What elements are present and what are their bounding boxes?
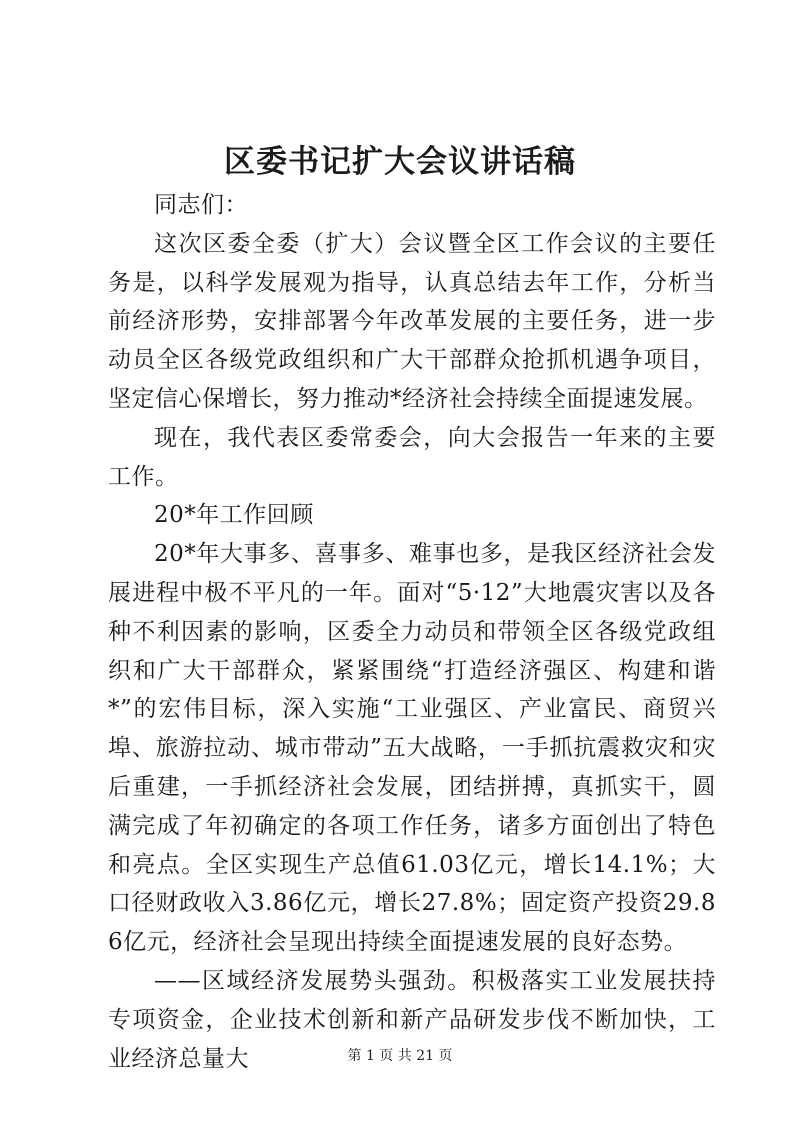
regional-economy-paragraph: ——区域经济发展势头强劲。积极落实工业发展扶持专项资金，企业技术创新和新产品研发步伐不断加快，工业经济总量大 [108, 967, 716, 1072]
salutation-paragraph: 同志们： [154, 192, 248, 218]
meeting-purpose-paragraph: 这次区委全委（扩大）会议暨全区工作会议的主要任务是，以科学发展观为指导，认真总结去年工作，分析当前经济形势，安排部署今年改革发展的主要任务，进一步动员全区各级党政组织和广大干部群众抢抓机遇争项目，坚定信心保增长，努力推动*经济社会持续全面提速发展。 [108, 230, 716, 412]
report-intro-paragraph: 现在，我代表区委常委会，向大会报告一年来的主要工作。 [108, 424, 716, 490]
section-heading: 20*年工作回顾 [154, 502, 314, 529]
page-number-footer: 第 1 页 共 21 页 [347, 1048, 453, 1064]
document-title: 区委书记扩大会议讲话稿 [224, 144, 576, 180]
document-body [108, 186, 716, 1078]
year-review-paragraph: 20*年大事多、喜事多、难事也多，是我区经济社会发展进程中极不平凡的一年。面对“5·12”大地震灾害以及各种不利因素的影响，区委全力动员和带领全区各级党政组织和广大干部群众，紧紧围绕“打造经济强区、构建和谐*”的宏伟目标，深入实施“工业强区、产业富民、商贸兴埠、旅游拉动、城市带动”五大战略，一手抓抗震救灾和灾后重建，一手抓经济社会发展，团结拼搏，真抓实干，圆满完成了年初确定的各项工作任务，诸多方面创出了特色和亮点。全区实现生产总值61.03亿元，增长14.1%；大口径财政收入3.86亿元，增长27.8%；固定资产投资29.86亿元，经济社会呈现出持续全面提速发展的良好态势。 [108, 541, 716, 956]
